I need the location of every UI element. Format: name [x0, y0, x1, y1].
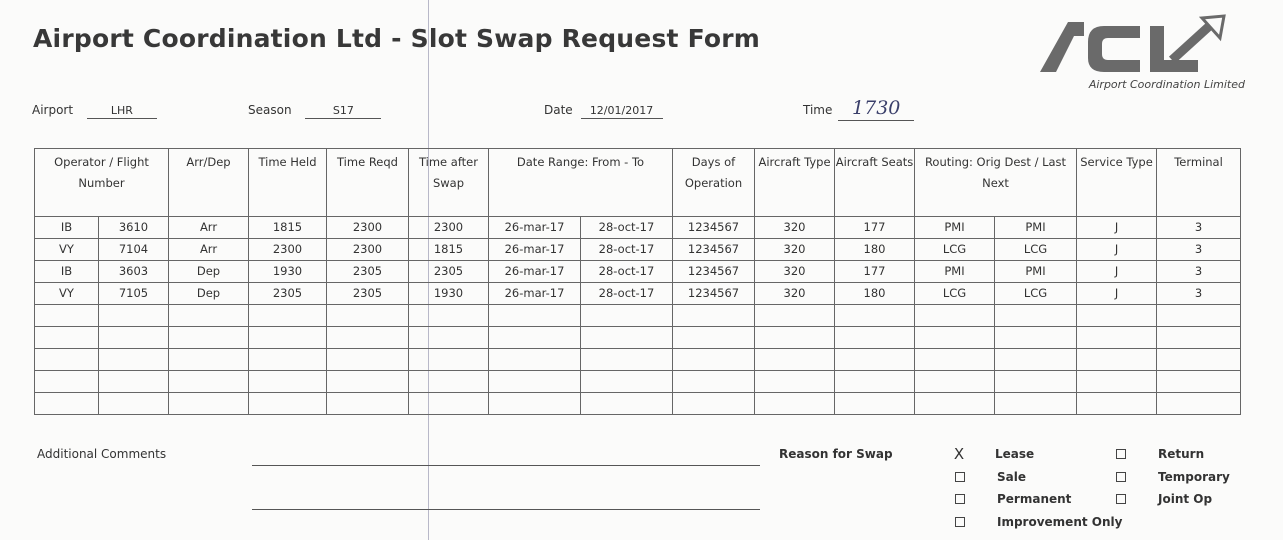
- reason-sale[interactable]: [953, 470, 1026, 484]
- cell-time-held[interactable]: 1815: [249, 217, 327, 239]
- header-aircraft-seats: Aircraft Seats: [835, 149, 915, 217]
- cell-date-from[interactable]: [489, 349, 581, 371]
- cell-date-to[interactable]: [581, 305, 673, 327]
- cell-routing-last-next[interactable]: [995, 371, 1077, 393]
- cell-date-from[interactable]: 26-mar-17: [489, 283, 581, 305]
- cell-date-to[interactable]: 28-oct-17: [581, 217, 673, 239]
- header-time-held: Time Held: [249, 149, 327, 217]
- header-aircraft-type: Aircraft Type: [755, 149, 835, 217]
- cell-service-type[interactable]: J: [1077, 261, 1157, 283]
- cell-aircraft-type[interactable]: 320: [755, 261, 835, 283]
- cell-aircraft-type[interactable]: [755, 305, 835, 327]
- cell-terminal[interactable]: 3: [1157, 261, 1241, 283]
- cell-date-to[interactable]: 28-oct-17: [581, 261, 673, 283]
- cell-terminal[interactable]: 3: [1157, 217, 1241, 239]
- cell-terminal[interactable]: 3: [1157, 283, 1241, 305]
- table-row: [35, 261, 1241, 283]
- cell-time-after-swap[interactable]: [409, 327, 489, 349]
- cell-date-to[interactable]: [581, 393, 673, 415]
- cell-time-held[interactable]: 2305: [249, 283, 327, 305]
- cell-time-after-swap[interactable]: 1930: [409, 283, 489, 305]
- cell-time-after-swap[interactable]: [409, 371, 489, 393]
- cell-aircraft-seats[interactable]: 177: [835, 261, 915, 283]
- cell-aircraft-seats[interactable]: [835, 393, 915, 415]
- time-label: Time: [803, 103, 833, 117]
- cell-aircraft-seats[interactable]: [835, 327, 915, 349]
- cell-flight-number[interactable]: 3603: [99, 261, 169, 283]
- header-days-of-operation: Days of Operation: [673, 149, 755, 217]
- airport-field[interactable]: [32, 103, 157, 119]
- cell-routing-orig-dest[interactable]: PMI: [915, 217, 995, 239]
- cell-routing-orig-dest[interactable]: [915, 327, 995, 349]
- cell-routing-last-next[interactable]: [995, 393, 1077, 415]
- cell-date-from[interactable]: [489, 327, 581, 349]
- season-field[interactable]: [248, 103, 381, 119]
- cell-service-type[interactable]: J: [1077, 217, 1157, 239]
- cell-aircraft-seats[interactable]: [835, 305, 915, 327]
- cell-aircraft-seats[interactable]: [835, 349, 915, 371]
- cell-operator[interactable]: VY: [35, 283, 99, 305]
- cell-routing-orig-dest[interactable]: PMI: [915, 261, 995, 283]
- cell-routing-last-next[interactable]: LCG: [995, 283, 1077, 305]
- cell-time-held[interactable]: [249, 305, 327, 327]
- cell-aircraft-seats[interactable]: 180: [835, 239, 915, 261]
- cell-service-type[interactable]: [1077, 305, 1157, 327]
- cell-time-reqd[interactable]: [327, 371, 409, 393]
- cell-time-after-swap[interactable]: 2305: [409, 261, 489, 283]
- header-routing: Routing: Orig Dest / Last Next: [915, 149, 1077, 217]
- table-row: [35, 349, 1241, 371]
- cell-date-to[interactable]: [581, 327, 673, 349]
- cell-terminal[interactable]: [1157, 393, 1241, 415]
- acl-logo-mark: [1030, 14, 1250, 84]
- header-time-after-swap: Time after Swap: [409, 149, 489, 217]
- reason-return[interactable]: [1114, 447, 1204, 461]
- cell-service-type[interactable]: [1077, 349, 1157, 371]
- cell-time-held[interactable]: 2300: [249, 239, 327, 261]
- sale-label: Sale: [997, 470, 1026, 484]
- cell-flight-number[interactable]: 7104: [99, 239, 169, 261]
- table-row: [35, 393, 1241, 415]
- cell-time-held[interactable]: [249, 327, 327, 349]
- acl-logo: [1030, 14, 1250, 94]
- slot-swap-table: [34, 148, 1241, 415]
- table-row: [35, 239, 1241, 261]
- cell-time-after-swap[interactable]: [409, 305, 489, 327]
- cell-service-type[interactable]: J: [1077, 239, 1157, 261]
- cell-terminal[interactable]: [1157, 371, 1241, 393]
- reason-improvement-only[interactable]: [953, 515, 1122, 529]
- return-label: Return: [1158, 447, 1205, 461]
- improvement-only-checkbox[interactable]: [955, 517, 965, 527]
- cell-operator[interactable]: IB: [35, 261, 99, 283]
- cell-flight-number[interactable]: [99, 349, 169, 371]
- cell-time-held[interactable]: [249, 371, 327, 393]
- date-label: Date: [544, 103, 573, 117]
- cell-date-from[interactable]: 26-mar-17: [489, 239, 581, 261]
- time-value: 1730: [838, 97, 914, 121]
- cell-date-to[interactable]: [581, 349, 673, 371]
- date-field[interactable]: [544, 103, 663, 119]
- table-row: [35, 371, 1241, 393]
- cell-routing-last-next[interactable]: LCG: [995, 239, 1077, 261]
- cell-date-to[interactable]: 28-oct-17: [581, 239, 673, 261]
- airport-label: Airport: [32, 103, 74, 117]
- cell-flight-number[interactable]: 3610: [99, 217, 169, 239]
- cell-date-from[interactable]: [489, 393, 581, 415]
- temporary-checkbox[interactable]: [1116, 472, 1126, 482]
- cell-terminal[interactable]: [1157, 349, 1241, 371]
- cell-aircraft-type[interactable]: 320: [755, 283, 835, 305]
- cell-time-after-swap[interactable]: [409, 393, 489, 415]
- cell-time-reqd[interactable]: [327, 305, 409, 327]
- cell-arr-dep[interactable]: [169, 371, 249, 393]
- cell-terminal[interactable]: [1157, 305, 1241, 327]
- time-field[interactable]: [803, 97, 914, 121]
- cell-flight-number[interactable]: [99, 327, 169, 349]
- acl-logo-caption: Airport Coordination Limited: [1088, 78, 1245, 91]
- header-service-type: Service Type: [1077, 149, 1157, 217]
- cell-time-reqd[interactable]: 2300: [327, 239, 409, 261]
- season-label: Season: [248, 103, 292, 117]
- cell-arr-dep[interactable]: [169, 393, 249, 415]
- cell-time-reqd[interactable]: [327, 327, 409, 349]
- joint-op-label: Joint Op: [1158, 492, 1213, 506]
- cell-aircraft-type[interactable]: [755, 393, 835, 415]
- cell-arr-dep[interactable]: Dep: [169, 283, 249, 305]
- cell-time-reqd[interactable]: 2300: [327, 217, 409, 239]
- cell-operator[interactable]: [35, 371, 99, 393]
- cell-date-to[interactable]: [581, 371, 673, 393]
- cell-routing-last-next[interactable]: [995, 305, 1077, 327]
- cell-routing-last-next[interactable]: [995, 327, 1077, 349]
- return-checkbox[interactable]: [1116, 449, 1126, 459]
- cell-operator[interactable]: [35, 393, 99, 415]
- cell-operator[interactable]: [35, 327, 99, 349]
- cell-routing-orig-dest[interactable]: [915, 371, 995, 393]
- permanent-checkbox[interactable]: [955, 494, 965, 504]
- reason-for-swap-label: Reason for Swap: [779, 447, 893, 461]
- cell-operator[interactable]: IB: [35, 217, 99, 239]
- cell-aircraft-seats[interactable]: 180: [835, 283, 915, 305]
- improvement-only-label: Improvement Only: [997, 515, 1123, 529]
- cell-days-of-operation[interactable]: 1234567: [673, 217, 755, 239]
- cell-routing-orig-dest[interactable]: [915, 349, 995, 371]
- date-value: 12/01/2017: [581, 104, 663, 119]
- cell-aircraft-seats[interactable]: [835, 371, 915, 393]
- cell-time-after-swap[interactable]: 1815: [409, 239, 489, 261]
- cell-routing-orig-dest[interactable]: [915, 393, 995, 415]
- cell-arr-dep[interactable]: [169, 327, 249, 349]
- cell-date-from[interactable]: 26-mar-17: [489, 217, 581, 239]
- reason-temporary[interactable]: [1114, 470, 1230, 484]
- cell-date-from[interactable]: [489, 305, 581, 327]
- cell-aircraft-type[interactable]: 320: [755, 217, 835, 239]
- cell-time-reqd[interactable]: [327, 349, 409, 371]
- cell-routing-orig-dest[interactable]: LCG: [915, 239, 995, 261]
- cell-time-reqd[interactable]: 2305: [327, 261, 409, 283]
- cell-time-held[interactable]: 1930: [249, 261, 327, 283]
- lease-label: Lease: [995, 447, 1035, 461]
- cell-days-of-operation[interactable]: [673, 349, 755, 371]
- cell-days-of-operation[interactable]: [673, 371, 755, 393]
- cell-time-after-swap[interactable]: 2300: [409, 217, 489, 239]
- header-arr-dep: Arr/Dep: [169, 149, 249, 217]
- permanent-label: Permanent: [997, 492, 1072, 506]
- airport-value: LHR: [87, 104, 157, 119]
- header-time-reqd: Time Reqd: [327, 149, 409, 217]
- comments-line-1[interactable]: [252, 465, 760, 466]
- cell-routing-last-next[interactable]: [995, 349, 1077, 371]
- header-date-range: Date Range: From - To: [489, 149, 673, 217]
- cell-arr-dep[interactable]: Dep: [169, 261, 249, 283]
- table-row: [35, 305, 1241, 327]
- cell-routing-last-next[interactable]: PMI: [995, 217, 1077, 239]
- sale-checkbox[interactable]: [955, 472, 965, 482]
- header-terminal: Terminal: [1157, 149, 1241, 217]
- cell-routing-orig-dest[interactable]: LCG: [915, 283, 995, 305]
- reason-permanent[interactable]: [953, 492, 1071, 506]
- header-operator-flight: Operator / Flight Number: [35, 149, 169, 217]
- cell-arr-dep[interactable]: Arr: [169, 217, 249, 239]
- cell-operator[interactable]: [35, 305, 99, 327]
- cell-routing-last-next[interactable]: PMI: [995, 261, 1077, 283]
- cell-routing-orig-dest[interactable]: [915, 305, 995, 327]
- cell-date-to[interactable]: 28-oct-17: [581, 283, 673, 305]
- cell-service-type[interactable]: [1077, 327, 1157, 349]
- cell-aircraft-type[interactable]: 320: [755, 239, 835, 261]
- cell-service-type[interactable]: J: [1077, 283, 1157, 305]
- form-title: Airport Coordination Ltd - Slot Swap Request Form: [33, 24, 760, 53]
- cell-days-of-operation[interactable]: 1234567: [673, 239, 755, 261]
- cell-operator[interactable]: VY: [35, 239, 99, 261]
- cell-operator[interactable]: [35, 349, 99, 371]
- cell-time-held[interactable]: [249, 393, 327, 415]
- cell-aircraft-type[interactable]: [755, 327, 835, 349]
- cell-days-of-operation[interactable]: 1234567: [673, 261, 755, 283]
- cell-service-type[interactable]: [1077, 393, 1157, 415]
- cell-aircraft-type[interactable]: [755, 349, 835, 371]
- reason-lease[interactable]: [953, 447, 1034, 461]
- table-row: [35, 327, 1241, 349]
- cell-flight-number[interactable]: [99, 393, 169, 415]
- cell-terminal[interactable]: 3: [1157, 239, 1241, 261]
- cell-days-of-operation[interactable]: [673, 327, 755, 349]
- cell-days-of-operation[interactable]: [673, 393, 755, 415]
- cell-time-reqd[interactable]: [327, 393, 409, 415]
- cell-flight-number[interactable]: [99, 371, 169, 393]
- table-row: [35, 217, 1241, 239]
- cell-time-reqd[interactable]: 2305: [327, 283, 409, 305]
- joint-op-checkbox[interactable]: [1116, 494, 1126, 504]
- lease-checkbox[interactable]: X: [953, 445, 965, 463]
- table-row: [35, 283, 1241, 305]
- additional-comments-label: Additional Comments: [37, 447, 167, 461]
- cell-flight-number[interactable]: [99, 305, 169, 327]
- cell-flight-number[interactable]: 7105: [99, 283, 169, 305]
- cell-date-from[interactable]: [489, 371, 581, 393]
- cell-terminal[interactable]: [1157, 327, 1241, 349]
- cell-arr-dep[interactable]: [169, 349, 249, 371]
- cell-days-of-operation[interactable]: [673, 305, 755, 327]
- cell-days-of-operation[interactable]: 1234567: [673, 283, 755, 305]
- cell-time-after-swap[interactable]: [409, 349, 489, 371]
- cell-time-held[interactable]: [249, 349, 327, 371]
- comments-line-2[interactable]: [252, 509, 760, 510]
- table-body: [35, 217, 1241, 415]
- table-header-row: [35, 149, 1241, 217]
- cell-arr-dep[interactable]: Arr: [169, 239, 249, 261]
- temporary-label: Temporary: [1158, 470, 1230, 484]
- reason-joint-op[interactable]: [1114, 492, 1212, 506]
- cell-aircraft-seats[interactable]: 177: [835, 217, 915, 239]
- cell-arr-dep[interactable]: [169, 305, 249, 327]
- cell-aircraft-type[interactable]: [755, 371, 835, 393]
- cell-service-type[interactable]: [1077, 371, 1157, 393]
- season-value: S17: [305, 104, 381, 119]
- cell-date-from[interactable]: 26-mar-17: [489, 261, 581, 283]
